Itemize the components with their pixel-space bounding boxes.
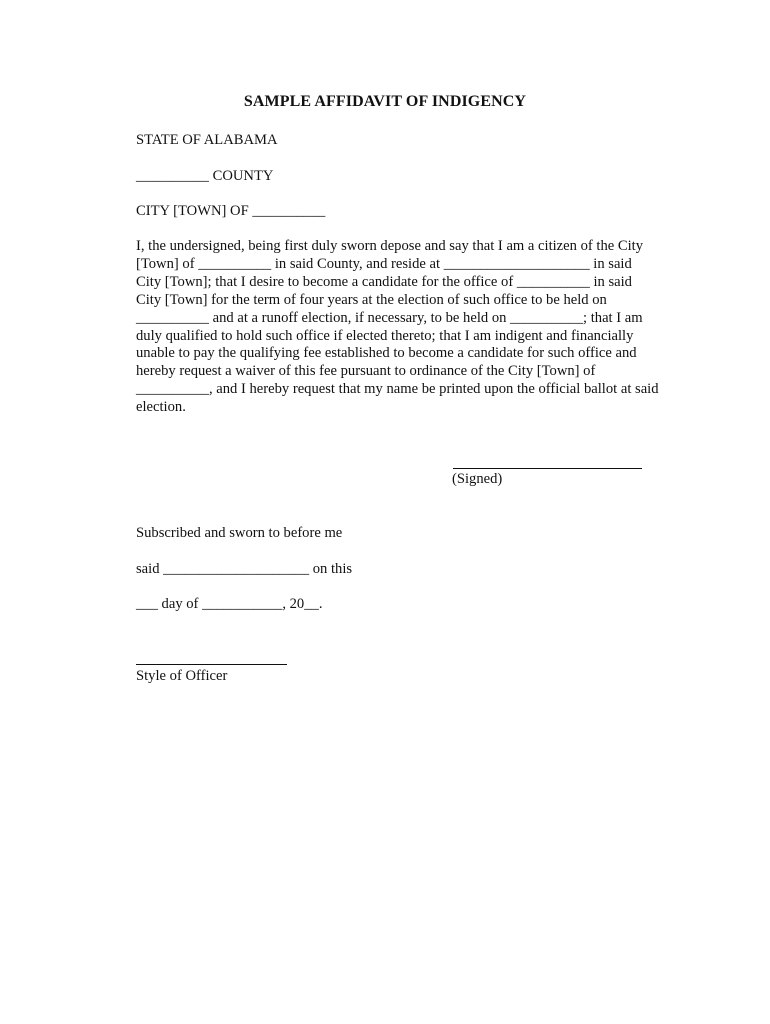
- body-line: __________ and at a runoff election, if necessary, to be held on __________; that I am: [136, 309, 643, 326]
- officer-label: Style of Officer: [136, 668, 228, 684]
- body-line: __________, and I hereby request that my name be printed upon the official ballot at said: [136, 381, 659, 398]
- affidavit-body: [136, 238, 681, 417]
- body-line: unable to pay the qualifying fee established to become a candidate for such office and: [136, 345, 637, 362]
- said-line: said ____________________ on this: [136, 561, 353, 577]
- body-line: hereby request a waiver of this fee pursuant to ordinance of the City [Town] of: [136, 363, 596, 380]
- signature-line: [453, 468, 642, 469]
- body-line: City [Town] for the term of four years at the election of such office to be held on: [136, 291, 607, 308]
- body-line: City [Town]; that I desire to become a candidate for the office of __________ in said: [136, 273, 632, 290]
- body-line: [Town] of __________ in said County, and reside at ____________________ in said: [136, 255, 632, 272]
- city-line: CITY [TOWN] OF __________: [136, 203, 326, 219]
- signed-label: (Signed): [452, 471, 503, 487]
- body-line: I, the undersigned, being first duly sworn depose and say that I am a citizen of the City: [136, 238, 644, 254]
- body-line: election.: [136, 399, 186, 416]
- officer-signature-line: [136, 664, 287, 665]
- body-line: duly qualified to hold such office if elected thereto; that I am indigent and financially: [136, 327, 634, 344]
- subscribed-line: Subscribed and sworn to before me: [136, 525, 343, 541]
- state-line: STATE OF ALABAMA: [136, 132, 278, 148]
- document-title: SAMPLE AFFIDAVIT OF INDIGENCY: [243, 93, 527, 110]
- date-line: ___ day of ___________, 20__.: [136, 596, 323, 612]
- county-line: __________ COUNTY: [136, 168, 274, 184]
